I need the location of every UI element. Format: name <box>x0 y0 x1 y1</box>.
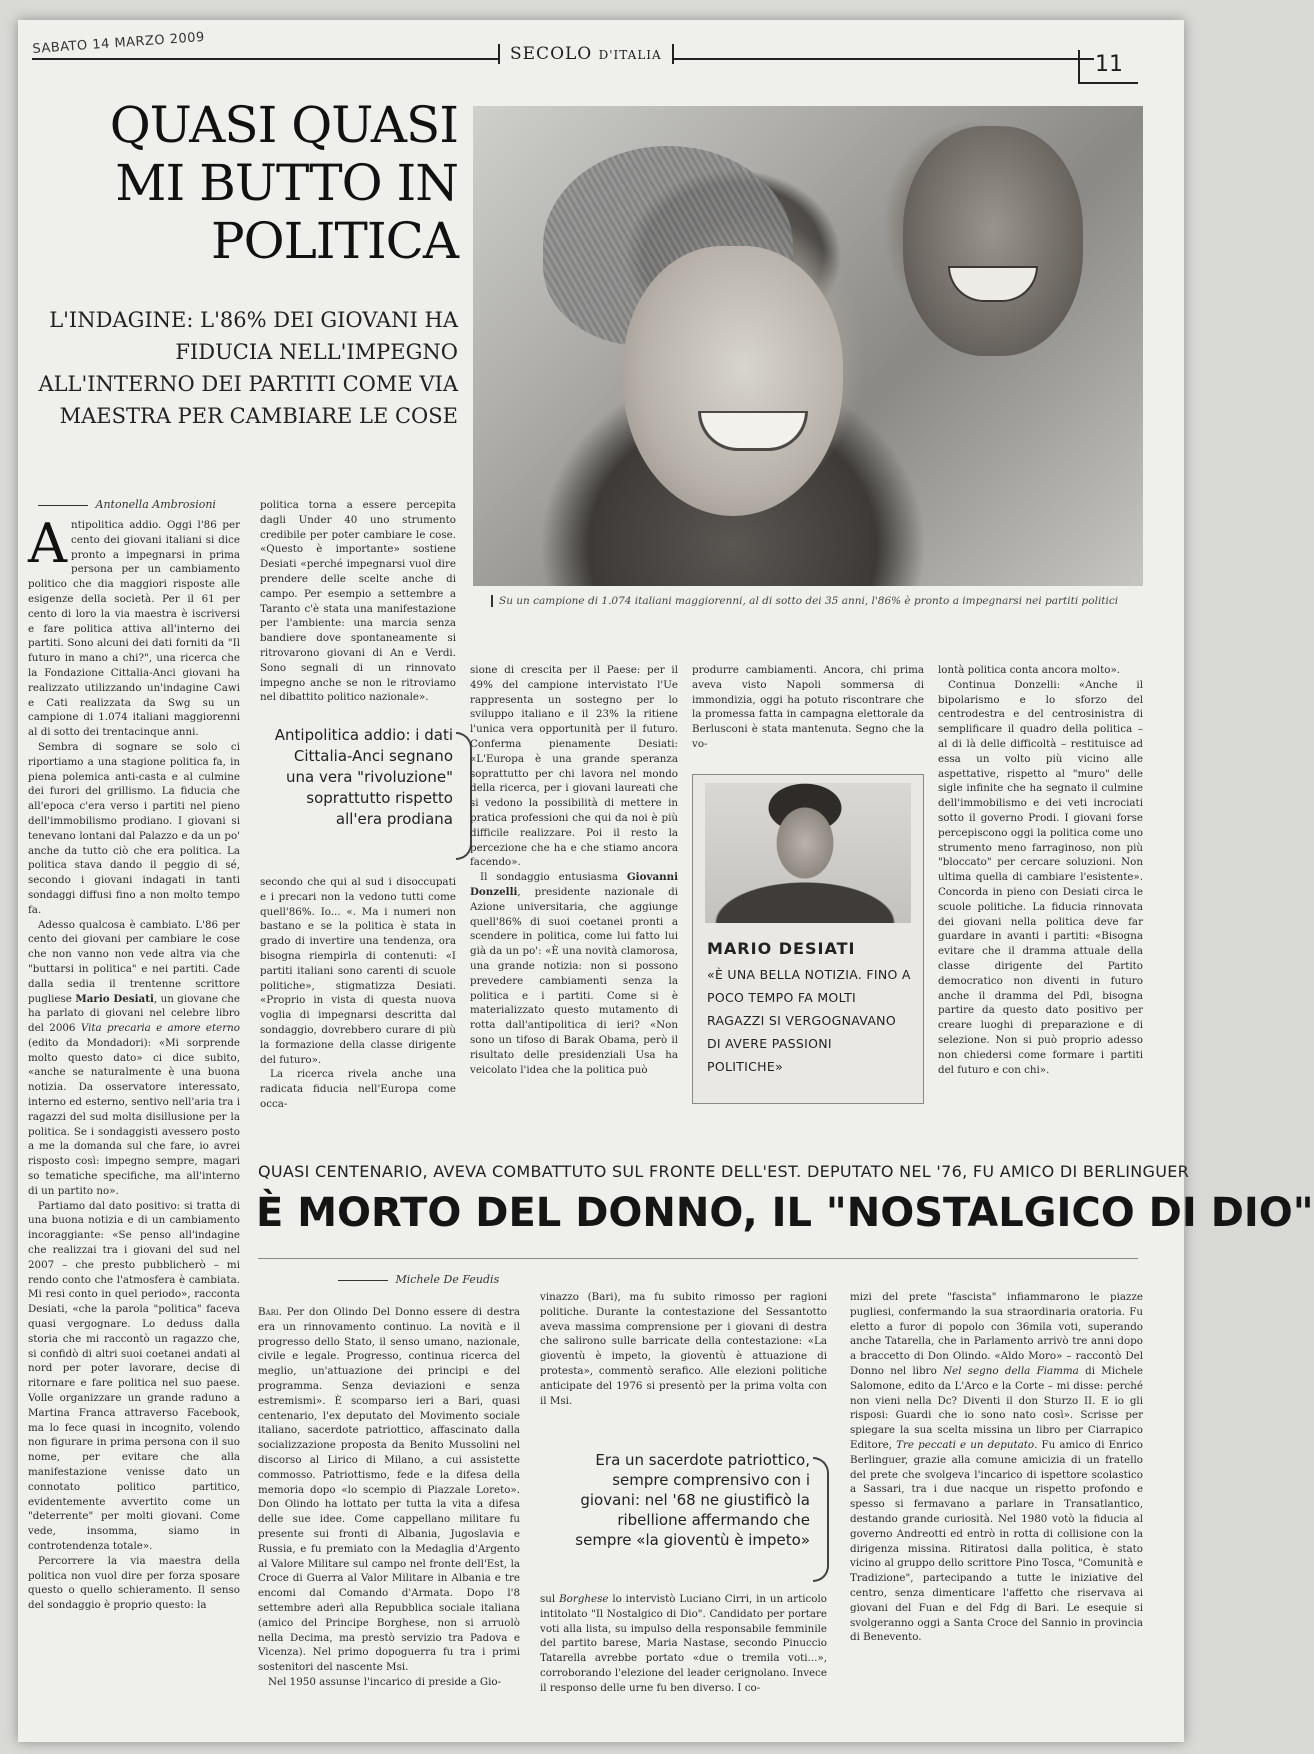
paragraph-text: , un giovane che ha parlato di giovani nel celebre libro del 2006 <box>28 992 241 1035</box>
paragraph <box>540 1592 827 1696</box>
magazine-title: Borghese <box>559 1593 609 1605</box>
paragraph: Nel 1950 assunse l'incarico di preside a Gio- <box>268 1675 502 1688</box>
paragraph-text: (edito da Mondadori): «Mi sorprende molto questo dato» ci dice subito, «anche se naturalmente è una buona notizia. Da osservatore interessato, interno ed esterno, sentivo nell'aria tra i ragazzi del sud molta disillusione per la politica. Se i sondaggisti avessero posto a me la domanda sul che fare, io avrei risposto così: impegno sempre, magari so tematiche specifiche, ma all'interno di un partito no». <box>28 1036 240 1197</box>
paragraph-text: ntipolitica addio. Oggi l'86 per cento dei giovani italiani si dice pronto a impegnarsi in prima persona per un cambiamento politico che dia maggiori risposte alle esigenze della società. Per il 61 per cento di loro la via maestra è iscriversi e fare politica attiva all'interno dei partiti. Sono alcuni dei dati forniti da "Il futuro in mano a chi?", una ricerca che la Fondazione Cittalia-Anci giovani ha realizzato utilizzando un'indagine Cawi e Cati realizzata da Swg su un campione di 1.074 italiani maggiorenni al di sotto dei trentacinque anni. <box>28 519 240 739</box>
article-column-5 <box>938 663 1143 1108</box>
article-photo <box>473 106 1143 586</box>
newspaper-name-sub: D'ITALIA <box>598 48 662 62</box>
paragraph: produrre cambiamenti. Ancora, chi prima aveva visto Napoli sommersa di immondizia, oggi ha potuto riscontrare che la promessa fatta in campagna elettorale da Berlusconi è stata mantenuta. Segno che la vo- <box>692 664 924 750</box>
article2-kicker: QUASI CENTENARIO, AVEVA COMBATTUTO SUL FRONTE DELL'EST. DEPUTATO NEL '76, FU AMICO DI BERLINGUER <box>258 1162 1190 1181</box>
photo-caption: Su un campione di 1.074 italiani maggiorenni, al di sotto dei 35 anni, l'86% è pronto a impegnarsi nei partiti politici <box>491 595 1141 607</box>
article2-column-1 <box>258 1305 520 1735</box>
newspaper-name <box>498 44 674 64</box>
paragraph: lontà politica conta ancora molto». <box>938 664 1121 676</box>
paragraph: secondo che qui al sud i disoccupati e i precari non la vedono tutti come quell'86%. Io... «. Ma i numeri non bastano e se la politica è stata in grado di invertire una tendenza, ora bisogna riempirla di contenuti: «I partiti italiani sono carenti di scuole politiche», stigmatizza Desiati. «Proprio in vista di questa nuova voglia di impegnarsi descritta dal sondaggio, dovrebbero curare di più la formazione della classe dirigente del futuro». <box>260 876 456 1066</box>
photo-face2-shape <box>903 126 1083 356</box>
photo-face-shape <box>623 246 843 516</box>
article-column-3 <box>470 663 678 1103</box>
paragraph: Percorrere la via maestra della politica non vuol dire per forza sposare questo o quello schieramento. Il senso del sondaggio è proprio questo: la <box>28 1554 240 1612</box>
paragraph-text: di Michele Salomone, edito da L'Arco e la Corte – mi disse: perché non vieni nella Dc? Diventi il don Sturzo II. E io gli risposi: Guardi che io sono nato così». Scrisse per spiegare la sua scelta missina un libro per Ciarrapico Editore, <box>850 1364 1144 1451</box>
person-name: Giovanni Donzelli <box>470 871 679 898</box>
byline-author: Antonella Ambrosioni <box>95 498 216 511</box>
paragraph-text: . Fu amico di Enrico Berlinguer, grazie alla comune amicizia di un fratello del prete che svolgeva l'incarico di ispettore scolastico a Sassari, tra i due nacque un rispetto profondo e spesso si fermavano a parlare in Transatlantico, destando grande curiosità. Nel 1980 votò la fiducia al governo Andreotti ed entrò in rotta di collisione con la dirigenza missina. Ritiratosi dalla politica, è stato vicino al gruppo dello scrittore Pino Tosca, "Comunità e Tradizione", partecipando a tutte le iniziative del centro, senza dimenticare l'affetto che riservava ai giovani del Fuan e del Fdg di Bari. Le esequie si svolgeranno oggi a Santa Croce del Sannio in provincia di Benevento. <box>850 1438 1143 1644</box>
article-column-1 <box>28 512 241 1738</box>
paragraph <box>470 870 678 1077</box>
article2-headline: È MORTO DEL DONNO, IL "NOSTALGICO DI DIO" <box>256 1190 1314 1236</box>
issue-date: SABATO 14 MARZO 2009 <box>32 29 206 57</box>
article-subtitle: L'INDAGINE: L'86% DEI GIOVANI HA FIDUCIA NELL'IMPEGNO ALL'INTERNO DEI PARTITI COME VIA MAESTRA PER CAMBIARE LE COSE <box>38 308 458 428</box>
article-column-2-bottom <box>260 875 456 1110</box>
page-number: 11 <box>1078 50 1138 84</box>
paragraph: Continua Donzelli: «Anche il bipolarismo e lo sforzo del centrodestra e del centrosinistra di semplificare il quadro della politica – al di là delle difficoltà – restituisce ad essa un volto più vicino alle aspettative, rispetto al "muro" delle sigle infinite che ha segnato il culmine dell'immobilismo e dei veti incrociati sotto il governo Prodi. I giovani forse percepiscono oggi la politica come uno strumento meno farraginoso, non più "bloccato" per cercare soluzioni. Non ultima quella di cambiare l'esistente». Concorda in pieno con Desiati circa le scuole politiche. La fiducia rinnovata dei giovani nella politica deve far guardare in avanti i partiti: «Bisogna evitare che il dramma attuale della classe dirigente del Partito democratico non diventi in futuro anche il dramma del Pdl, bisogna partire da questo dato positivo per creare luoghi di preparazione e di selezione. Non si può proprio adesso non chiedersi come formare i partiti del futuro e con chi». <box>938 678 1143 1076</box>
article2-pull-quote: Era un sacerdote patriottico, sempre comprensivo con i giovani: nel '68 ne giustificò la ribellione affermando che sempre «la gioventù è impeto» <box>575 1451 810 1549</box>
article-column-2-top <box>260 498 456 718</box>
paragraph-text: sul <box>540 1593 556 1605</box>
paragraph-text: lo intervistò Luciano Cirri, in un articolo intitolato "Il Nostalgico di Dio". Candidato per portare voti alla lista, su impulso della responsabile femminile del partito barese, Maria Nastase, secondo Pinuccio Tatarella avrebbe portato «due o tremila voti...», corroborando l'elezione del leader cerignolano. Invece il responso delle urne fu ben diverso. I co- <box>540 1593 827 1694</box>
paragraph <box>28 918 240 1199</box>
interviewee-name: MARIO DESIATI <box>707 939 856 958</box>
paragraph: La ricerca rivela anche una radicata fiducia nell'Europa come occa- <box>260 1068 456 1110</box>
pull-quote: Antipolitica addio: i dati Cittalia-Anci segnano una vera "rivoluzione" soprattutto rispetto all'era prodiana <box>274 726 453 828</box>
article-title: QUASI QUASI MI BUTTO IN POLITICA <box>109 96 458 270</box>
paragraph-text: Il sondaggio entusiasma <box>480 871 619 884</box>
book-title: Vita precaria e amore eterno <box>80 1022 241 1035</box>
paragraph: vinazzo (Bari), ma fu subito rimosso per ragioni politiche. Durante la contestazione del Sessantotto aveva massima comprensione per i giovani di destra che salirono sulle barricate della contestazione: «La gioventù è impeto, la gioventù è attuazione di protesta», commentò serafico. Alle elezioni politiche anticipate del 1976 si presentò per la prima volta con il Msi. <box>540 1291 827 1407</box>
article-column-4 <box>692 663 924 763</box>
article-byline <box>38 498 216 511</box>
book-title: Tre peccati e un deputato <box>896 1438 1035 1451</box>
article2-byline <box>338 1273 499 1286</box>
paragraph-text: mizi del prete "fascista" infiammarono le piazze pugliesi, confermando la sua straordinaria oratoria. Fu eletto a furor di popolo con 36mila voti, superando anche Tatarella, che in Parlamento arrivò tre anni dopo a braccetto di Don Olindo. «Aldo Moro» – raccontò Del Donno nel libro <box>850 1291 1143 1377</box>
paragraph: Sembra di sognare se solo ci riportiamo a una stagione politica fa, in piena polemica anti-casta e al culmine dei furori del grillismo. La fiducia che all'epoca c'era verso i partiti nel pieno dell'immobilismo prodiano. I giovani si tenevano lontani dal Palazzo e da un po' anche da tutto ciò che era politica. La politica stava dando il peggio di sé, secondo i giovani indagati in tanti sondaggi diffusi fino a non molto tempo fa. <box>28 740 240 916</box>
newspaper-page <box>18 20 1314 1742</box>
paragraph: sione di crescita per il Paese: per il 49% del campione intervistato l'Ue rappresenta un sostegno per lo sviluppo italiano e il 23% la ritiene l'unica vera opportunità per il futuro. Conferma pienamente Desiati: «L'Europa è una grande speranza soprattutto per chi lavora nel mondo della ricerca, per i giovani laureati che si vedono la possibilità di mettere in pratica professioni che qui da noi è più difficile realizzare. Poi il resto la percezione che ha e che stiamo ancora facendo». <box>470 664 678 869</box>
dateline: Bari. <box>258 1306 282 1318</box>
book-title: Nel segno della Fiamma <box>943 1364 1079 1377</box>
paragraph <box>850 1290 1143 1645</box>
article2-pull-quote-brace <box>813 1457 829 1582</box>
article2-column-2-top <box>540 1290 827 1440</box>
interviewee-portrait <box>705 783 911 923</box>
newspaper-name-main: SECOLO <box>510 44 593 64</box>
paragraph <box>258 1305 520 1675</box>
article2-rule <box>258 1258 1138 1259</box>
paragraph-text: Adesso qualcosa è cambiato. L'86 per cento dei giovani per cambiare le cose che non vanno non vede altra via che "buttarsi in politica" e nei partiti. Cade dalla sedia il trentenne scrittore pugliese <box>28 918 240 1005</box>
interview-box <box>692 774 924 1104</box>
byline-author: Michele De Feudis <box>395 1273 500 1286</box>
paragraph: politica torna a essere percepita dagli Under 40 uno strumento credibile per poter cambiare le cose. «Questo è importante» sostiene Desiati «perché impegnarsi vuol dire prendere delle scelte anche di campo. Per esempio a settembre a Taranto c'è stata una manifestazione per l'ambiente: una marcia senza bandiere dove spontaneamente si ritrovarono giovani di An e Verdi. Sono segnali di un rinnovato impegno anche se non le ritroviamo nel dibattito politico nazionale». <box>260 499 456 704</box>
paragraph-text: Per don Olindo Del Donno essere di destra era un rinnovamento continuo. La novità e il progresso dello Stato, il senso umano, nazionale, civile e legale. Progresso, continua ricerca del meglio, un'attuazione dei principi e del programma. Senza deviazioni e senza estremismi». È scomparso ieri a Bari, quasi centenario, l'ex deputato del Movimento sociale italiano, sacerdote patriottico, affascinato dalla socializzazione proposta da Benito Mussolini nel discorso al Lirico di Milano, a cui assistette commosso. Patriottismo, fede e la difesa della memoria dopo «lo scempio di Piazzale Loreto». Don Olindo ha lottato per tutta la vita a difesa delle sue idee. Come cappellano militare fu presente sui fronti di Albania, Jugoslavia e Russia, e fu premiato con la Medaglia d'Argento al Valore Militare sul campo nel fronte dell'Est, la Croce di Guerra al Valor Militare in Albania e tre encomi dal Comando d'Armata. Dopo l'8 settembre aderì alla Repubblica sociale italiana (amico del Principe Borghese, non si arruolò nella Decima, ma prestò servizio tra Padova e Vicenza). Nel primo dopoguerra fu tra i primi sostenitori del nascente Msi. <box>258 1306 520 1674</box>
article2-column-3 <box>850 1290 1143 1735</box>
dropcap: A <box>28 512 67 575</box>
person-name: Mario Desiati <box>75 992 154 1005</box>
article2-column-2-bottom <box>540 1592 827 1737</box>
paragraph <box>28 512 240 740</box>
interviewee-quote: «È UNA BELLA NOTIZIA. FINO A POCO TEMPO FA MOLTI RAGAZZI SI VERGOGNAVANO DI AVERE PASSIONI POLITICHE» <box>707 967 911 1074</box>
paragraph-text: , presidente nazionale di Azione universitaria, che aggiunge quell'86% di suoi coetanei pronti a scendere in politica, come lui fatto lui già da un po': «È una novità clamorosa, una grande notizia: non si possono prevedere cambiamenti senza la politica e i partiti. Come si è materializzato questo mutamento di rotta dall'antipolitica di ieri? «Non sono un tifoso di Barak Obama, però il risultato delle presidenziali Usa ha veicolato l'idea che la politica può <box>470 885 678 1076</box>
paragraph: Partiamo dal dato positivo: si tratta di una buona notizia e di un cambiamento incoraggiante: «Se penso all'indagine che realizzai tra i giovani del sud nel 2007 – che presto pubblicherò – mi rendo conto che l'atmosfera è cambiata. Mi resi conto in quel periodo», racconta Desiati, «che la parola "politica" faceva quasi vergognare. Lo deduss dalla storia che mi raccontò un ragazzo che, si confidò di altri suoi coetanei andati al nord per poter lavorare, decise di ritornare e fare politica nel suo paese. Volle organizzare un grande raduno a Martina Franca attraverso Facebook, ma lo fece quasi in incognito, volendo non figurare in prima persona con il suo nome, per evitare che alla manifestazione venisse dato un connotato politico partitico, evidentemente avvertito come un "deterrente" per molti giovani. Come vede, insomma, siamo in controtendenza totale». <box>28 1199 240 1552</box>
